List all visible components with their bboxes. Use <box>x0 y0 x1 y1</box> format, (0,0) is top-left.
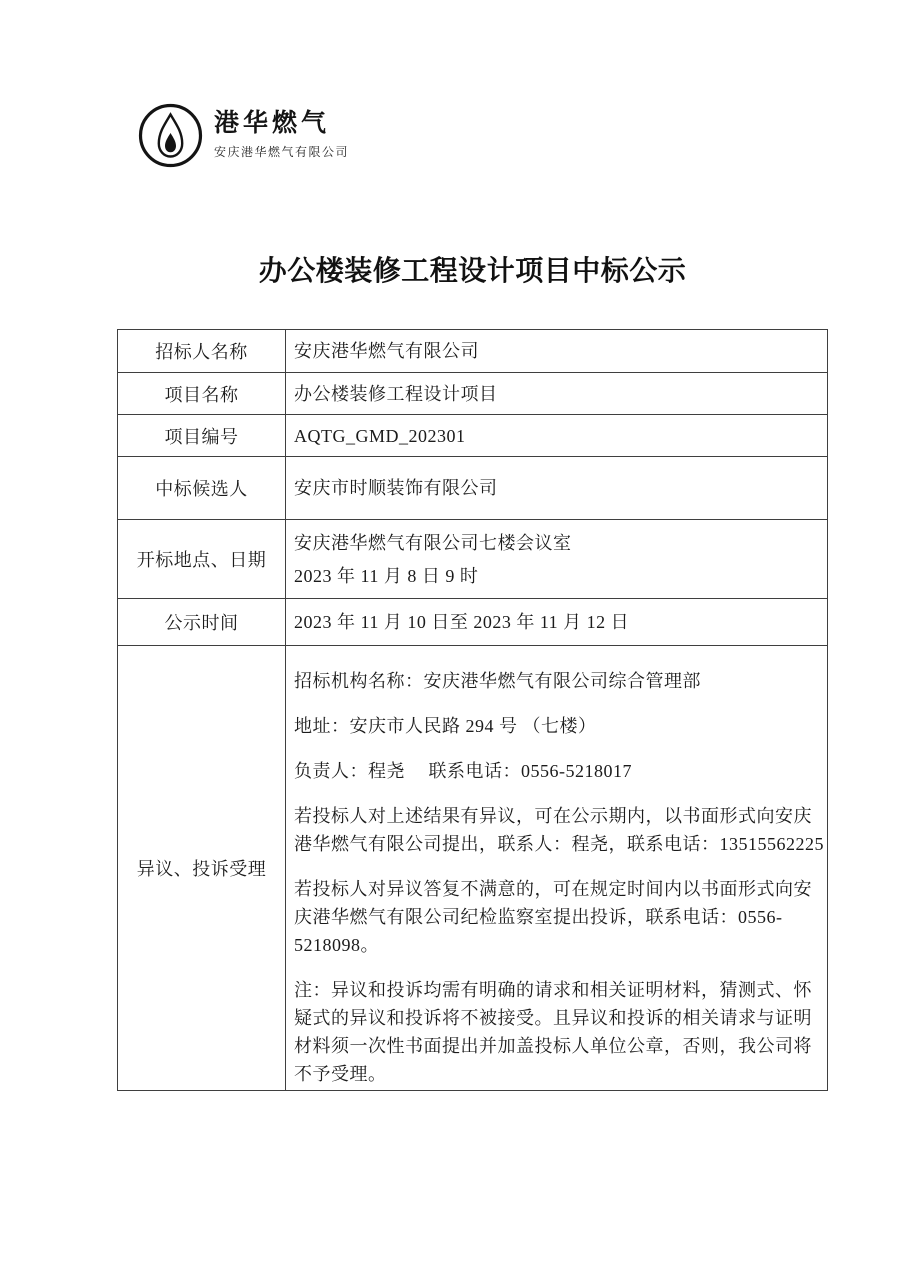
row-label: 开标地点、日期 <box>118 520 286 599</box>
document-title: 办公楼装修工程设计项目中标公示 <box>258 256 687 287</box>
paragraph-objection-procedure: 若投标人对上述结果有异议，可在公示期内，以书面形式向安庆港华燃气有限公司提出，联系人：程尧，联系电话：13515562225 <box>294 806 824 854</box>
table-row-winning-candidate <box>118 457 828 520</box>
value-line: 安庆港华燃气有限公司 <box>294 341 479 361</box>
table-row-objection-complaint <box>118 646 828 1091</box>
paragraph-contact: 负责人：程尧 联系电话：0556-5218017 <box>294 761 632 781</box>
row-value <box>286 330 828 373</box>
paragraph-address: 地址：安庆市人民路 294 号 （七楼） <box>294 716 597 736</box>
value-line: 2023 年 11 月 10 日至 2023 年 11 月 12 日 <box>294 612 630 632</box>
towngas-flame-icon <box>137 102 204 169</box>
table-row-opening-place-date <box>118 520 828 599</box>
row-value <box>286 457 828 520</box>
value-line: 2023 年 11 月 8 日 9 时 <box>294 565 479 586</box>
value-line: 办公楼装修工程设计项目 <box>294 383 498 404</box>
value-line: 安庆市时顺装饰有限公司 <box>294 478 498 498</box>
table-row-project-number <box>118 415 828 457</box>
row-value <box>286 373 828 415</box>
value-line: 安庆港华燃气有限公司七楼会议室 <box>294 532 572 553</box>
row-value <box>286 520 828 599</box>
logo-text-block <box>214 102 349 158</box>
table-row-project-name <box>118 373 828 415</box>
logo-company-name: 安庆港华燃气有限公司 <box>214 145 350 159</box>
table-row-bidder-name <box>118 330 828 373</box>
row-value <box>286 646 828 1091</box>
row-label: 招标人名称 <box>118 330 286 373</box>
row-value <box>286 415 828 457</box>
row-value <box>286 599 828 646</box>
row-label: 异议、投诉受理 <box>118 646 286 1091</box>
value-line: AQTG_GMD_202301 <box>294 425 466 446</box>
paragraph-note: 注：异议和投诉均需有明确的请求和相关证明材料，猜测式、怀疑式的异议和投诉将不被接受。且异议和投诉的相关请求与证明材料须一次性书面提出并加盖投标人单位公章，否则，我公司将不予受理。 <box>294 980 812 1084</box>
company-logo <box>137 102 349 169</box>
announcement-table <box>117 329 828 1091</box>
logo-brand-name: 港华燃气 <box>214 108 331 137</box>
paragraph-complaint-procedure: 若投标人对异议答复不满意的，可在规定时间内以书面形式向安庆港华燃气有限公司纪检监察室提出投诉，联系电话：0556-5218098。 <box>294 879 812 955</box>
row-label: 中标候选人 <box>118 457 286 520</box>
row-label: 项目名称 <box>118 373 286 415</box>
table-row-publicity-period <box>118 599 828 646</box>
row-label: 项目编号 <box>118 415 286 457</box>
paragraph-agency-name: 招标机构名称：安庆港华燃气有限公司综合管理部 <box>294 671 701 691</box>
row-label: 公示时间 <box>118 599 286 646</box>
